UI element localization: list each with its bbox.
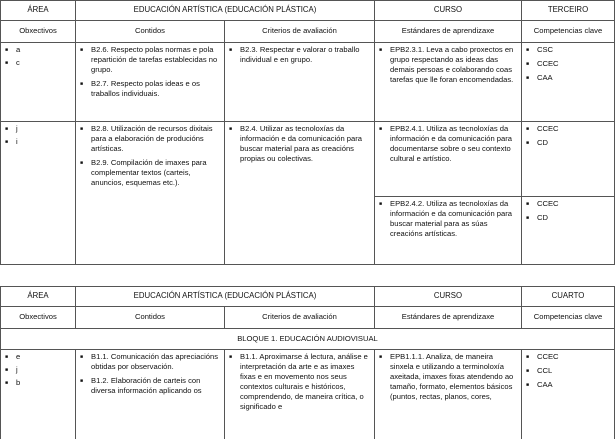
list-item: ■ B2.9. Compilación de imaxes para complementar textos (carteis, anuncios, esquemas etc.).	[80, 158, 220, 188]
competencias-cell	[522, 43, 615, 122]
curriculum-table-cuarto	[0, 286, 615, 439]
competencias-cell	[522, 122, 615, 197]
list-item: ■ CCEC	[526, 59, 610, 69]
list-item: ■ j	[5, 365, 71, 375]
table-header-row	[1, 287, 615, 307]
table-row	[1, 122, 615, 197]
contidos-cell	[76, 43, 225, 122]
col-criterios: Criterios de avaliación	[225, 21, 375, 43]
table-row	[1, 350, 615, 439]
bloque-row	[1, 329, 615, 350]
list-item: ■ e	[5, 352, 71, 362]
obxectivos-cell	[1, 122, 76, 265]
grade-label: TERCEIRO	[522, 1, 615, 21]
list-item: ■ B2.3. Respectar e valorar o traballo individual e en grupo.	[229, 45, 370, 65]
estandares-cell	[375, 350, 522, 439]
list-item: ■ CD	[526, 213, 610, 223]
contidos-cell	[76, 350, 225, 439]
col-obxectivos: Obxectivos	[1, 21, 76, 43]
criterios-cell	[225, 350, 375, 439]
table-header-row	[1, 1, 615, 21]
col-criterios: Criterios de avaliación	[225, 307, 375, 329]
col-contidos: Contidos	[76, 307, 225, 329]
list-item: ■ a	[5, 45, 71, 55]
competencias-cell	[522, 350, 615, 439]
list-item: ■ B2.7. Respecto polas ideas e os traballos individuais.	[80, 79, 220, 99]
list-item: ■ B1.2. Elaboración de carteis con diversa información aplicando os	[80, 376, 220, 396]
list-item: ■ c	[5, 58, 71, 68]
estandares-cell	[375, 197, 522, 265]
column-header-row	[1, 21, 615, 43]
grade-label: CUARTO	[522, 287, 615, 307]
list-item: ■ i	[5, 137, 71, 147]
list-item: ■ CCEC	[526, 124, 610, 134]
list-item: ■ EPB1.1.1. Analiza, de maneira sinxela e utilizando a terminoloxía axeitada, imaxes fixas atendendo ao tamaño, formato, elementos básicos (puntos, rectas, planos, cores,	[379, 352, 517, 402]
list-item: ■ CAA	[526, 380, 610, 390]
list-item: ■ EPB2.4.2. Utiliza as tecnoloxías da información e da comunicación para buscar material para as súas creacións artísticas.	[379, 199, 517, 239]
competencias-cell	[522, 197, 615, 265]
estandares-cell	[375, 122, 522, 197]
column-header-row	[1, 307, 615, 329]
area-label: ÁREA	[1, 287, 76, 307]
col-competencias: Competencias clave	[522, 307, 615, 329]
subject-title: EDUCACIÓN ARTÍSTICA (EDUCACIÓN PLÁSTICA)	[76, 287, 375, 307]
criterios-cell	[225, 122, 375, 265]
list-item: ■ B2.8. Utilización de recursos dixitais para a elaboración de producións artísticas.	[80, 124, 220, 154]
list-item: ■ CCEC	[526, 352, 610, 362]
list-item: ■ CCL	[526, 366, 610, 376]
list-item: ■ B2.6. Respecto polas normas e pola repartición de tarefas establecidas no grupo.	[80, 45, 220, 75]
area-label: ÁREA	[1, 1, 76, 21]
criterios-cell	[225, 43, 375, 122]
estandares-cell	[375, 43, 522, 122]
contidos-cell	[76, 122, 225, 265]
list-item: ■ B2.4. Utilizar as tecnoloxías da información e da comunicación para buscar material para as creacións propias ou colectivas.	[229, 124, 370, 164]
list-item: ■ CCEC	[526, 199, 610, 209]
list-item: ■ B1.1. Aproximarse á lectura, análise e interpretación da arte e as imaxes fixas e en movemento nos seus contextos culturais e históricos, comprendendo, de maneira crítica, o significado e	[229, 352, 370, 412]
list-item: ■ B1.1. Comunicación das apreciacións obtidas por observación.	[80, 352, 220, 372]
subject-title: EDUCACIÓN ARTÍSTICA (EDUCACIÓN PLÁSTICA)	[76, 1, 375, 21]
obxectivos-cell	[1, 350, 76, 439]
col-estandares: Estándares de aprendizaxe	[375, 21, 522, 43]
table-row	[1, 43, 615, 122]
bloque-title: BLOQUE 1. EDUCACIÓN AUDIOVISUAL	[1, 329, 615, 350]
list-item: ■ CSC	[526, 45, 610, 55]
list-item: ■ CAA	[526, 73, 610, 83]
col-estandares: Estándares de aprendizaxe	[375, 307, 522, 329]
curso-label: CURSO	[375, 287, 522, 307]
list-item: ■ EPB2.3.1. Leva a cabo proxectos en grupo respectando as ideas das demais persoas e colaborando coas tarefas que lle foran encomendadas.	[379, 45, 517, 85]
col-obxectivos: Obxectivos	[1, 307, 76, 329]
col-competencias: Competencias clave	[522, 21, 615, 43]
obxectivos-cell	[1, 43, 76, 122]
list-item: ■ j	[5, 124, 71, 134]
list-item: ■ b	[5, 378, 71, 388]
list-item: ■ CD	[526, 138, 610, 148]
col-contidos: Contidos	[76, 21, 225, 43]
list-item: ■ EPB2.4.1. Utiliza as tecnoloxías da información e da comunicación para documentarse sobre o seu contexto cultural e artístico.	[379, 124, 517, 164]
curso-label: CURSO	[375, 1, 522, 21]
